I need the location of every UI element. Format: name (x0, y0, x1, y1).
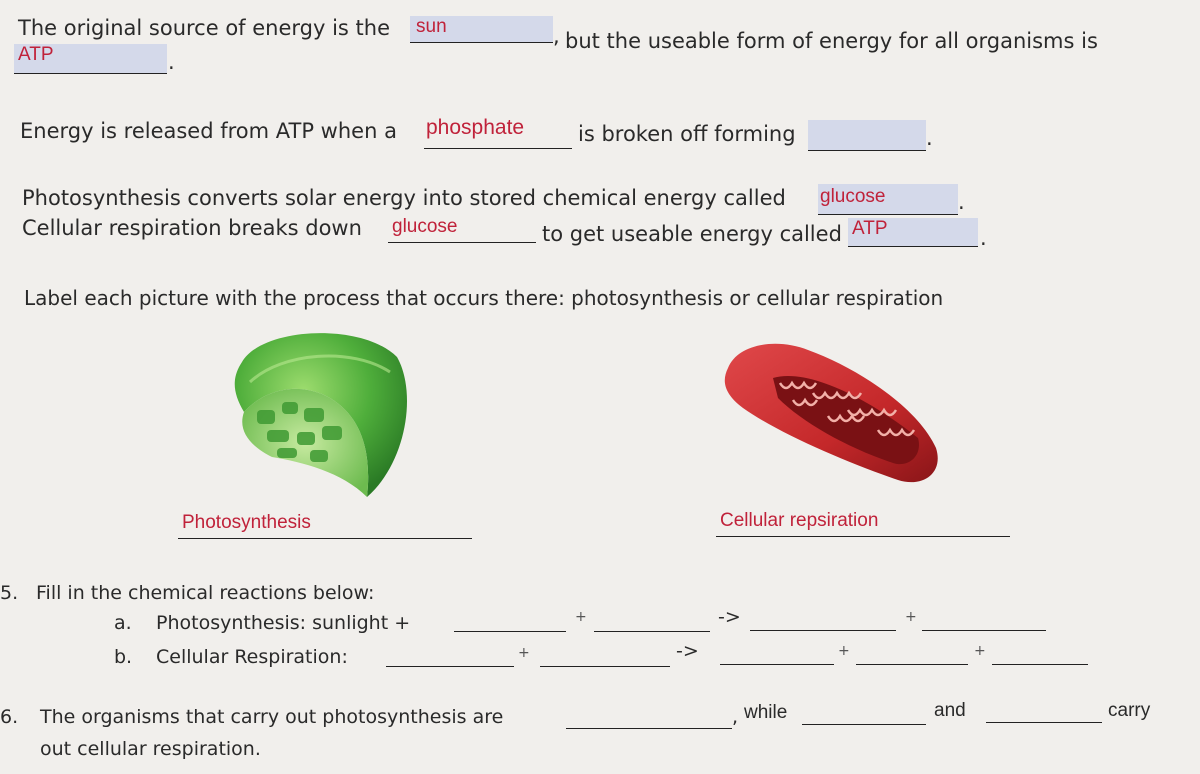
q5a-blank-1[interactable] (454, 631, 566, 632)
q2-blank-2[interactable] (808, 120, 926, 151)
q1-answer-1: sun (416, 16, 447, 37)
q5a-blank-2[interactable] (594, 631, 710, 632)
q6-while: while (744, 702, 788, 723)
q5-instruction: Fill in the chemical reactions below: (36, 582, 375, 604)
q6-blank-1[interactable] (566, 728, 732, 729)
q5-number: 5. (0, 582, 19, 604)
q6-comma: , (732, 706, 739, 728)
q1-period: . (168, 50, 175, 74)
q6-blank-2[interactable] (802, 724, 926, 725)
q6-number: 6. (0, 706, 19, 728)
q5b-blank-4[interactable] (856, 664, 968, 665)
chloroplast-image (222, 322, 412, 502)
q3-blank-2[interactable] (388, 242, 536, 243)
q5b-text: Cellular Respiration: (156, 646, 348, 668)
q5b-plus-3: + (974, 643, 986, 659)
q3-line2-start: Cellular respiration breaks down (22, 216, 362, 240)
q4-blank-left[interactable] (178, 538, 472, 539)
mitochondrion-image (718, 338, 944, 488)
q1-answer-2: ATP (18, 44, 54, 65)
q4-instruction: Label each picture with the process that occurs there: photosynthesis or cellular respiration (24, 286, 944, 310)
q6-and: and (934, 700, 966, 721)
q6-carry: carry (1108, 700, 1151, 721)
q2-text-start: Energy is released from ATP when a (20, 119, 397, 143)
q5a-label: a. (114, 612, 132, 634)
q3-line1: Photosynthesis converts solar energy into stored chemical energy called (22, 186, 786, 210)
q3-answer-2: glucose (392, 216, 458, 237)
q3-answer-1: glucose (820, 186, 886, 207)
q5b-arrow: -> (676, 640, 699, 662)
q6-blank-3[interactable] (986, 722, 1102, 723)
q2-text-middle: is broken off forming (578, 122, 796, 146)
q5b-blank-2[interactable] (540, 666, 670, 667)
q5b-blank-1[interactable] (386, 666, 514, 667)
q2-answer-1: phosphate (426, 116, 525, 139)
q5a-blank-3[interactable] (750, 630, 896, 631)
q1-text-start: The original source of energy is the (18, 16, 390, 40)
q4-answer-right: Cellular repsiration (720, 510, 879, 531)
q6-text-start: The organisms that carry out photosynthesis are (40, 706, 504, 728)
q1-comma: , (553, 24, 560, 48)
q5b-blank-3[interactable] (720, 664, 834, 665)
q5b-plus-2: + (838, 643, 850, 659)
q5a-plus-2: + (905, 609, 917, 625)
q4-blank-right[interactable] (716, 536, 1010, 537)
q5b-plus-1: + (518, 645, 530, 661)
q4-answer-left: Photosynthesis (182, 512, 311, 533)
q2-blank-1[interactable] (424, 148, 572, 149)
q2-period: . (926, 126, 933, 150)
q5a-blank-4[interactable] (922, 630, 1046, 631)
q3-answer-3: ATP (852, 218, 888, 239)
q5a-plus-1: + (575, 609, 587, 625)
q6-line2: out cellular respiration. (40, 738, 261, 760)
q1-text-middle: but the useable form of energy for all organisms is (565, 29, 1098, 53)
q3-line1-end: . (958, 190, 965, 214)
q5b-blank-5[interactable] (992, 664, 1088, 665)
q3-line2-end: . (980, 226, 987, 250)
q5a-arrow: -> (718, 606, 741, 628)
q5a-text: Photosynthesis: sunlight + (156, 612, 411, 634)
q5b-label: b. (114, 646, 133, 668)
q3-line2-middle: to get useable energy called (542, 222, 842, 246)
